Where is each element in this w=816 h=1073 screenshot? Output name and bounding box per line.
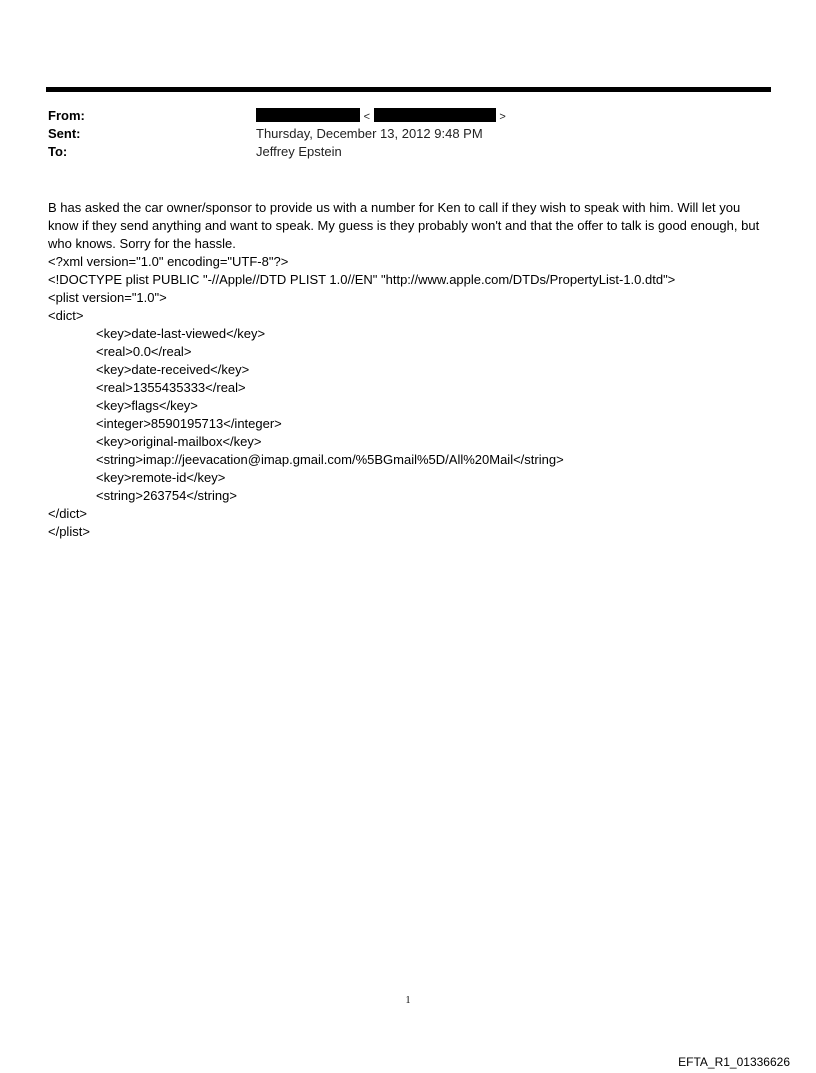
plist-line: <!DOCTYPE plist PUBLIC "-//Apple//DTD PLIST 1.0//EN" "http://www.apple.com/DTDs/PropertyList-1.0.dtd"> <box>48 272 676 287</box>
to-label: To: <box>48 144 68 159</box>
redacted-sender-name <box>256 108 360 122</box>
from-value <box>256 107 506 126</box>
sent-label: Sent: <box>48 126 81 141</box>
plist-line: </dict> <box>48 506 88 521</box>
plist-line: <real>1355435333</real> <box>96 380 246 395</box>
plist-line: </plist> <box>48 524 90 539</box>
header-divider <box>46 87 771 92</box>
page-number: 1 <box>405 995 411 1006</box>
plist-line: <plist version="1.0"> <box>48 290 167 305</box>
plist-line: <real>0.0</real> <box>96 344 192 359</box>
plist-line: <key>date-received</key> <box>96 362 250 377</box>
message-paragraph: B has asked the car owner/sponsor to provide us with a number for Ken to call if they wish to speak with him. Will let you know if they send anything and want to speak. My guess is they probably won't and that the offer to talk is good enough, but who knows. Sorry for the hassle. <box>48 200 760 251</box>
plist-line: <?xml version="1.0" encoding="UTF-8"?> <box>48 254 289 269</box>
plist-line: <key>flags</key> <box>96 398 198 413</box>
from-label: From: <box>48 108 85 123</box>
plist-line: <key>original-mailbox</key> <box>96 434 262 449</box>
plist-line: <key>remote-id</key> <box>96 470 226 485</box>
plist-line: <string>imap://jeevacation@imap.gmail.com/%5BGmail%5D/All%20Mail</string> <box>96 452 564 467</box>
plist-block <box>48 253 768 541</box>
redacted-sender-email <box>374 108 496 122</box>
plist-line: <dict> <box>48 308 84 323</box>
plist-line: <key>date-last-viewed</key> <box>96 326 266 341</box>
plist-line: <integer>8590195713</integer> <box>96 416 282 431</box>
from-angle-open: < <box>363 111 371 123</box>
sent-value: Thursday, December 13, 2012 9:48 PM <box>256 126 483 141</box>
plist-line: <string>263754</string> <box>96 488 237 503</box>
from-angle-close: > <box>499 111 506 123</box>
bates-number: EFTA_R1_01336626 <box>678 1055 790 1069</box>
to-value: Jeffrey Epstein <box>256 144 342 159</box>
message-body <box>48 199 768 541</box>
